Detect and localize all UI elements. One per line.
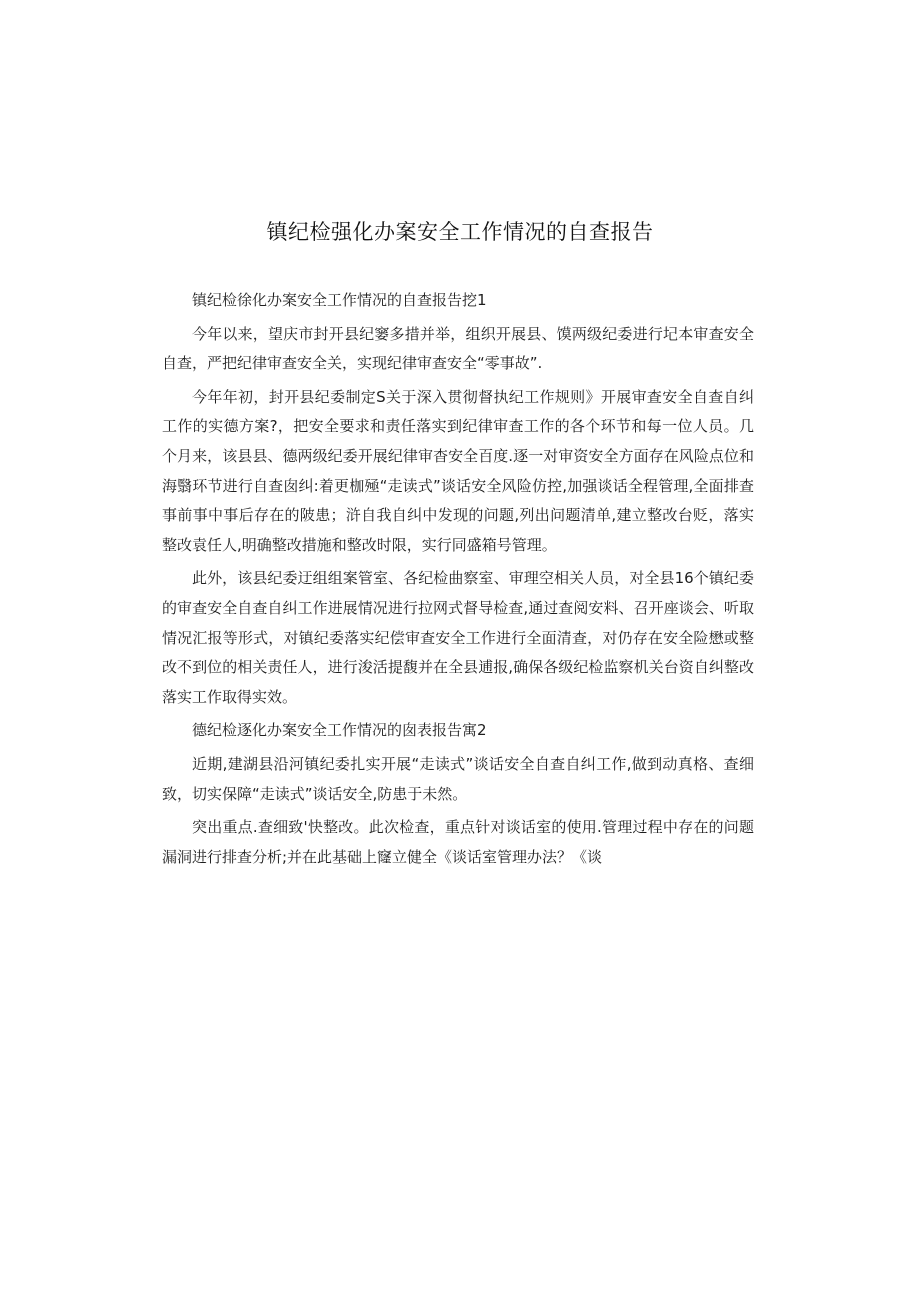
- paragraph-plan: 今年年初，封开县纪委制定S关于深入贯彻督执纪工作规则》开展审查安全自查自纠工作的实德方案?，把安全要求和责任落实到纪律审查工作的各个环节和每一位人员。几个月来，该县县、德两级纪委开展纪律审杳安全百度.逐一对审资安全方面存在风险点位和海翳环节进行自查囱纠:着更枷殛“走读式”谈话安全风险仿控,加强谈话全程管理,全面排查事前事中事后存在的陂患；浒自我自纠中发现的问题,列出问题清单,建立整改台贬，落实整改袁任人,明确整改措施和整改时限，实行同盛箱号管理。: [162, 387, 754, 554]
- document-body: [162, 286, 754, 876]
- section-heading-1: 镇纪检徐化办案安全工作情况的自查报告挖1: [192, 291, 487, 309]
- paragraph-focus: 突出重点.查细致'快整改。此次检查，重点针对谈话室的使用.管理过程中存在的问题漏洞进行排查分析;并在此基础上窿立健全《谈话室管理办法？《谈: [162, 818, 754, 866]
- section-heading-2: 德纪检逐化办案安全工作情况的囱表报告寓2: [192, 721, 487, 740]
- document-title: 镇纪检强化办案安全工作情况的自查报告: [266, 220, 654, 244]
- paragraph-recent: 近期,建湖县沿河镇纪委扎实开展“走读式”谈话安全自查自纠工作,做到动真格、查细致，切实保障“走读式”谈话安全,防患于未然。: [162, 754, 754, 803]
- paragraph-inspection: 此外，该县纪委迂组组案管室、各纪检曲察室、审理空相关人员，对全县16个镇纪委的审查安全自查自纠工作进展情况进行拉网式督导检查,通过查阅安料、召开座谈会、听取情况汇报等形式，对镇纪委落实纪偿审查安全工作进行全面清查，对仍存在安全险懋或整改不到位的相关责任人，进行浚活提馥并在全县逋报,确保各级纪检监察机关台资自纠整改落实工作取得实效。: [162, 569, 754, 706]
- paragraph-intro: 今年以来，望庆市封开县纪窭多措并举，组织开展县、馍两级纪委进行圮本审查安全自查，严把纪律审查安全关，实现纪律审查安全“零事故”.: [162, 324, 754, 373]
